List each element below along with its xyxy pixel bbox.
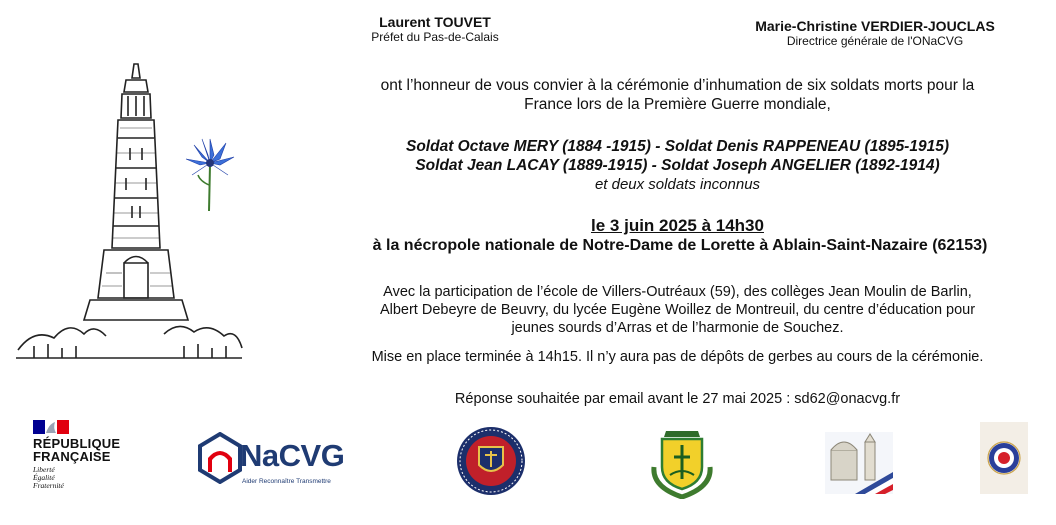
onacvg-name: NaCVG (240, 438, 345, 473)
signer-prefect-name: Laurent TOUVET (379, 14, 491, 30)
intro-line-1: ont l’honneur de vous convier à la cérémonie d’inhumation de six soldats morts pour la (380, 77, 975, 94)
municipal-coat-of-arms-icon (648, 427, 716, 499)
participation-line-2: Albert Debeyre de Beuvry, du lycée Eugène Woillez de Montreuil, du centre d’éducation pour (379, 302, 976, 318)
rsvp-notice: Réponse souhaitée par email avant le 27 mai 2025 : sd62@onacvg.fr (454, 391, 901, 407)
participation-text (300, 283, 1055, 337)
soldiers-list (300, 137, 1055, 175)
lorette-basilica-logo-icon (825, 432, 893, 494)
setup-notice: Mise en place terminée à 14h15. Il n’y aura pas de dépôts de gerbes au cours de la cérémonie. (371, 349, 984, 365)
participation-line-1: Avec la participation de l’école de Villers-Outréaux (59), des collèges Jean Moulin de Barlin, (383, 284, 972, 300)
signer-prefect (335, 14, 535, 44)
motto-fraternite: Fraternité (33, 481, 64, 490)
republique-line-2: FRANÇAISE (33, 449, 111, 464)
signer-director (720, 18, 1030, 48)
ceremony-place: à la nécropole nationale de Notre-Dame de Lorette à Ablain-Saint-Nazaire (62153) (372, 237, 988, 254)
marianne-flag-icon (33, 420, 69, 434)
signer-director-name: Marie-Christine VERDIER-JOUCLAS (755, 18, 995, 34)
soldiers-line-1: Soldat Octave MERY (1884 -1915) - Soldat Denis RAPPENEAU (1895-1915) (406, 138, 949, 155)
cornflower-icon (180, 135, 240, 213)
signer-prefect-title: Préfet du Pas-de-Calais (371, 30, 499, 44)
soldiers-line-2: Soldat Jean LACAY (1889-1915) - Soldat Joseph ANGELIER (1892-1914) (415, 157, 940, 174)
motto-liberte: Liberté (33, 465, 55, 474)
participation-line-3: jeunes sourds d’Arras et de l’harmonie de Souchez. (511, 320, 844, 336)
republique-francaise-logo (33, 420, 143, 490)
military-delegation-badge-icon (455, 425, 527, 497)
onacvg-logo (198, 432, 348, 492)
ceremony-date: le 3 juin 2025 à 14h30 (591, 216, 764, 235)
intro-text (300, 76, 1055, 114)
intro-line-2: France lors de la Première Guerre mondiale, (524, 96, 831, 113)
unknown-soldiers: et deux soldats inconnus (594, 176, 761, 193)
onacvg-tagline: Aider Reconnaître Transmettre (242, 478, 331, 485)
motto-egalite: Égalité (33, 473, 55, 482)
onacvg-emblem-icon (198, 432, 242, 484)
signer-director-title: Directrice générale de l'ONaCVG (786, 34, 964, 48)
souvenir-francais-cockade-icon (980, 422, 1028, 494)
republique-line-1: RÉPUBLIQUE (33, 436, 121, 451)
